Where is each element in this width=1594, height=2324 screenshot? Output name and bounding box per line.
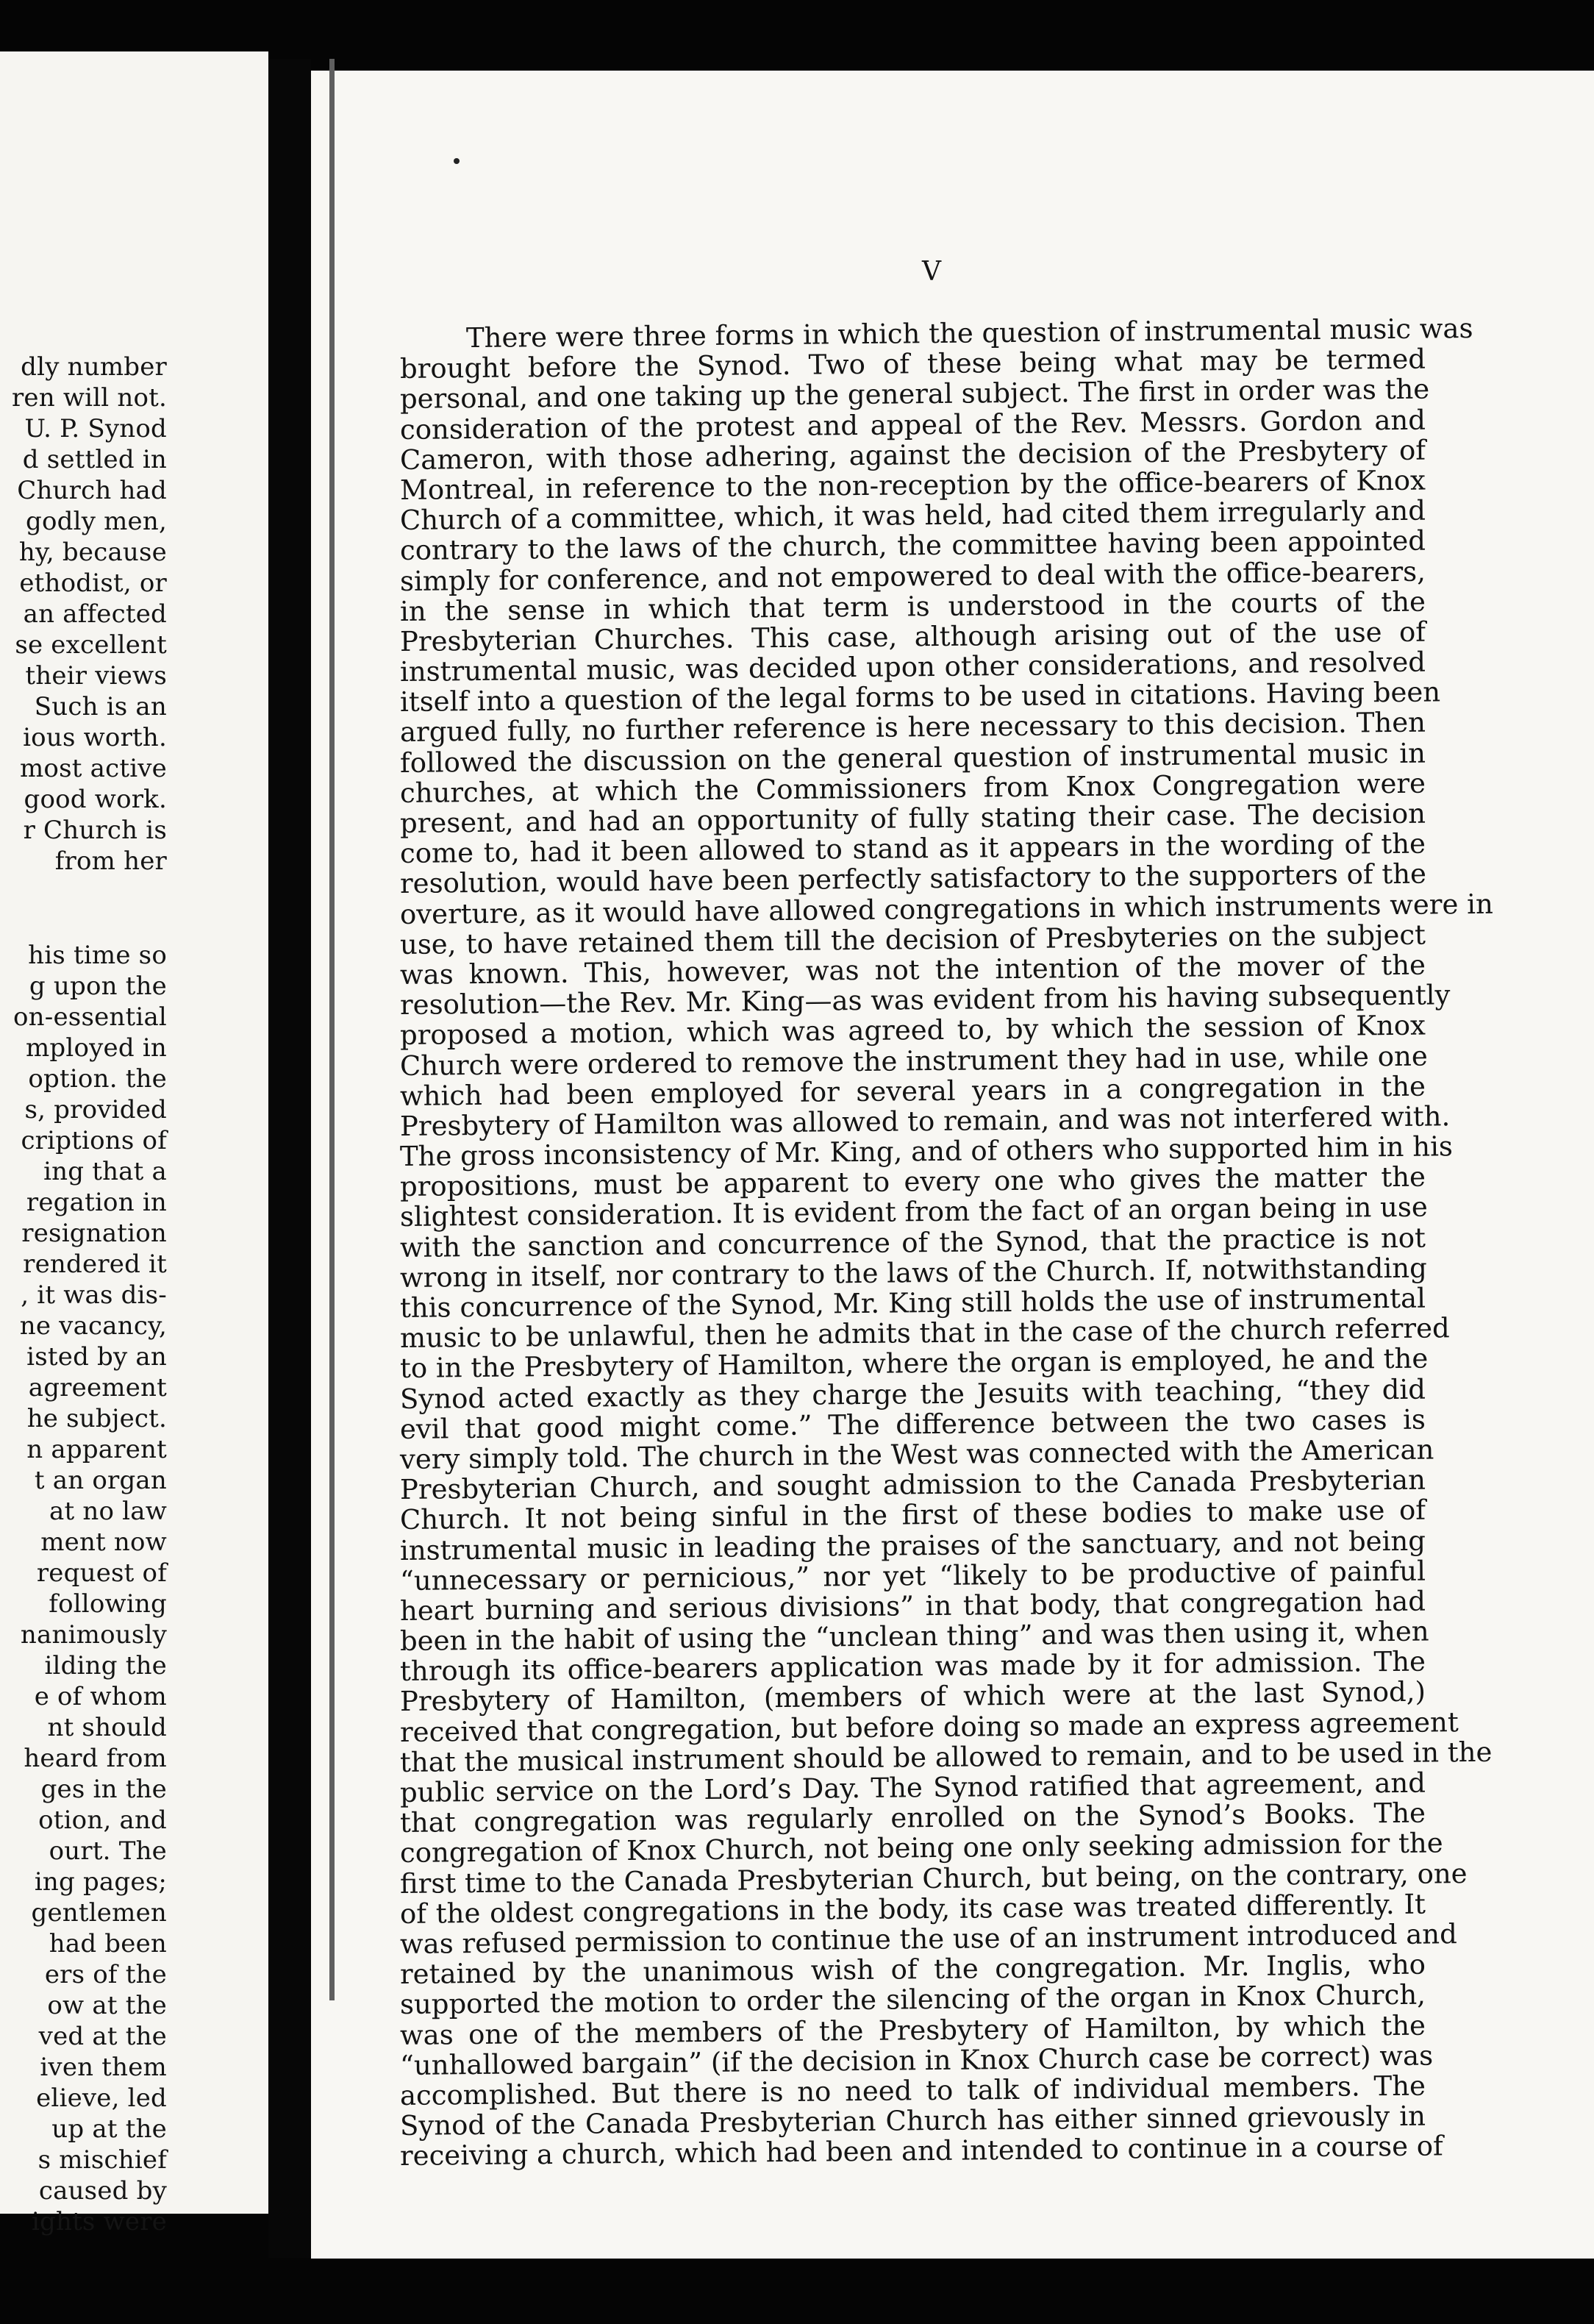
left-page-line: ing that a [43,1157,167,1186]
body-line: personal, and one taking up the general subject. The first in order was the [399,373,1430,416]
left-page-line: he subject. [26,1404,167,1433]
body-line: was known. This, however, was not the intention of the mover of the [399,949,1426,991]
body-line: Presbyterian Churches. This case, although arising out of the use of [399,616,1426,657]
left-page-line: from her [54,846,167,876]
left-page-line: their views [25,661,167,691]
left-page-line: n apparent [26,1435,167,1464]
left-page-line: on-essential [13,1002,167,1032]
body-line: accomplished. But there is no need to talk of individual members. The [399,2070,1426,2111]
body-line: very simply told. The church in the West was connected with the American [399,1433,1434,1475]
left-page-line: resignation [21,1219,167,1248]
body-line: Cameron, with those adhering, against the decision of the Presbytery of [399,434,1426,476]
left-page-line: ved at the [38,2022,167,2051]
left-page-line: his time so [28,941,167,970]
body-line: through its office-bearers application was made by it for admission. The [399,1645,1426,1688]
book-spine-gutter [268,59,311,2258]
body-line: public service on the Lord’s Day. The Synod ratified that agreement, and [399,1767,1426,1808]
body-line: Church of a committee, which, it was held, had cited them irregularly and [399,494,1426,537]
left-page-line: s, provided [24,1095,167,1124]
body-line: The gross inconsistency of Mr. King, and of others who supported him in his [399,1130,1454,1173]
left-page-line: regation in [26,1188,167,1217]
left-page-line: most active [19,754,167,783]
body-line: this concurrence of the Synod, Mr. King still holds the use of instrumental [399,1282,1426,1324]
left-page-line: nt should [47,1713,167,1742]
body-line: followed the discussion on the general question of instrumental music in [399,737,1426,779]
left-page-line: godly men, [26,507,167,536]
body-line: Church were ordered to remove the instrument they had in use, while one [399,1040,1428,1082]
left-page-line: ilding the [44,1651,167,1680]
body-line: supported the motion to order the silencing of the organ in Knox Church, [399,1978,1426,2021]
body-line: was refused permission to continue the use of an instrument introduced and [399,1918,1458,1960]
body-line: wrong in itself, nor contrary to the laws of the Church. If, notwithstanding [399,1252,1428,1294]
left-page-line: an affected [23,599,167,629]
body-line: overture, as it would have allowed congregations in which instruments were in [399,888,1494,930]
left-page-line: ren will not. [11,383,167,413]
body-line: brought before the Synod. Two of these being what may be termed [399,343,1426,385]
body-line: congregation of Knox Church, not being one only seeking admission for the [399,1827,1443,1869]
body-line: present, and had an opportunity of fully stating their case. The decision [399,797,1426,839]
body-line: first time to the Canada Presbyterian Church, but being, on the contrary, one [399,1857,1468,1900]
body-line: instrumental music, was decided upon other considerations, and resolved [399,646,1426,688]
left-page-line: at no law [49,1497,167,1526]
body-line: contrary to the laws of the church, the committee having been appointed [399,524,1426,567]
left-page-line: heard from [24,1744,167,1773]
left-page-line: ers of the [44,1960,167,1989]
body-line: Presbyterian Church, and sought admission to the Canada Presbyterian [399,1464,1426,1506]
left-page-line: g upon the [29,972,167,1001]
body-line: received that congregation, but before doing so made an express agreement [399,1705,1459,1748]
body-line: Presbytery of Hamilton was allowed to remain, and was not interfered with. [399,1100,1451,1142]
body-line: proposed a motion, which was agreed to, by which the session of Knox [399,1009,1426,1052]
body-line: argued fully, no further reference is here necessary to this decision. Then [399,707,1426,749]
left-page-line: t an organ [34,1466,167,1495]
left-page-line: ious worth. [23,723,167,752]
paragraph-gap [12,877,167,940]
left-page-line: s mischief [37,2145,167,2175]
left-page-line: e of whom [34,1682,167,1711]
left-page-line: ges in the [40,1775,167,1804]
left-page-line: d settled in [22,445,167,474]
left-page-line: request of [36,1558,167,1588]
body-line: simply for conference, and not empowered to deal with the office-bearers, [399,555,1426,597]
body-line: “unnecessary or pernicious,” nor yet “likely to be productive of painful [399,1555,1426,1597]
left-page-line: following [49,1589,167,1619]
left-page-line: ow at the [47,1991,167,2020]
body-line: Presbytery of Hamilton, (members of which were at the last Synod,) [399,1676,1426,1718]
left-facing-page [0,51,268,2236]
left-page-line: had been [49,1929,167,1958]
left-page-line: , it was dis- [21,1280,167,1310]
left-page-line: ne vacancy, [19,1311,167,1341]
body-line: that congregation was regularly enrolled on the Synod’s Books. The [399,1797,1426,1839]
left-page-line: isted by an [26,1342,167,1372]
body-line: resolution—the Rev. Mr. King—as was evident from his having subsequently [399,979,1451,1022]
body-line: retained by the unanimous wish of the congregation. Mr. Inglis, who [399,1948,1426,1991]
body-line: churches, at which the Commissioners from Knox Congregation were [399,767,1426,809]
left-page-line: iven them [40,2053,167,2082]
left-page-line: r Church is [23,816,167,845]
body-line: “unhallowed bargain” (if the decision in Knox Church case be correct) was [399,2039,1434,2081]
left-page-line: agreement [28,1373,167,1402]
body-line: itself into a question of the legal forms to be used in citations. Having been [399,676,1441,719]
left-page-line: rendered it [23,1250,167,1279]
body-line: heart burning and serious divisions” in that body, that congregation had [399,1585,1426,1627]
body-line: Montreal, in reference to the non-reception by the office-bearers of Knox [399,464,1426,506]
body-line: Synod of the Canada Presbyterian Church has either sinned grievously in [399,2100,1426,2142]
body-line: come to, had it been allowed to stand as it appears in the wording of the [399,827,1426,870]
body-line: that the musical instrument should be allowed to remain, and to be used in the [399,1736,1493,1778]
body-line: use, to have retained them till the decision of Presbyteries on the subject [399,919,1426,960]
left-page-line: Such is an [34,692,167,721]
page-fold-line [329,59,335,2000]
left-page-line: hy, because [18,538,167,567]
body-line: been in the habit of using the “unclean thing” and was then using it, when [399,1615,1429,1658]
left-page-line: U. P. Synod [24,414,167,443]
body-line: in the sense in which that term is understood in the courts of the [399,585,1426,627]
left-page-line: up at the [51,2114,167,2144]
body-line: instrumental music in leading the praises of the sanctuary, and not being [399,1525,1426,1566]
body-line: of the oldest congregations in the body, its case was treated differently. It [399,1888,1426,1930]
body-line: which had been employed for several years in a congregation in the [399,1070,1426,1112]
body-line: resolution, would have been perfectly satisfactory to the supporters of the [399,858,1427,900]
left-page-line: ourt. The [49,1836,167,1866]
left-page-line: criptions of [21,1126,167,1155]
body-line: with the sanction and concurrence of the Synod, that the practice is not [399,1222,1426,1263]
body-line: receiving a church, which had been and intended to continue in a course of [399,2130,1443,2172]
left-page-text-column [12,352,167,2237]
left-page-line: nanimously [20,1620,167,1650]
left-page-line: elieve, led [36,2084,167,2113]
body-line: Synod acted exactly as they charge the Jesuits with teaching, “they did [399,1373,1426,1415]
left-page-line: se excellent [15,630,167,660]
body-line: slightest consideration. It is evident from the fact of an organ being in use [399,1191,1428,1233]
left-page-line: otion, and [38,1806,167,1835]
left-page-line: ing pages; [34,1867,167,1897]
body-line: consideration of the protest and appeal of the Rev. Messrs. Gordon and [399,404,1426,446]
body-line: was one of the members of the Presbytery of Hamilton, by which the [399,2009,1426,2051]
body-line: to in the Presbytery of Hamilton, where the organ is employed, he and the [399,1342,1429,1385]
body-line: propositions, must be apparent to every one who gives the matter the [399,1161,1426,1203]
left-page-line: mployed in [25,1033,167,1063]
left-page-line: Church had [17,476,167,505]
left-page-line: caused by [38,2176,167,2206]
page-number: V [922,257,941,287]
ink-speck [454,158,460,164]
left-page-line: option. the [28,1064,167,1094]
body-text [399,312,1494,2172]
body-line: evil that good might come.” The difference between the two cases is [399,1403,1426,1445]
left-page-line: dly number [21,352,167,382]
left-page-line: ights were [31,2207,167,2236]
body-line: There were three forms in which the question of instrumental music was [465,312,1473,354]
body-line: music to be unlawful, then he admits that in the case of the church referred [399,1312,1450,1355]
left-page-line: ment now [40,1528,167,1557]
left-page-line: good work. [24,785,167,814]
left-page-line: ethodist, or [19,568,167,598]
left-page-line: gentlemen [31,1898,167,1928]
body-line: Church. It not being sinful in the first of these bodies to make use of [399,1494,1426,1536]
